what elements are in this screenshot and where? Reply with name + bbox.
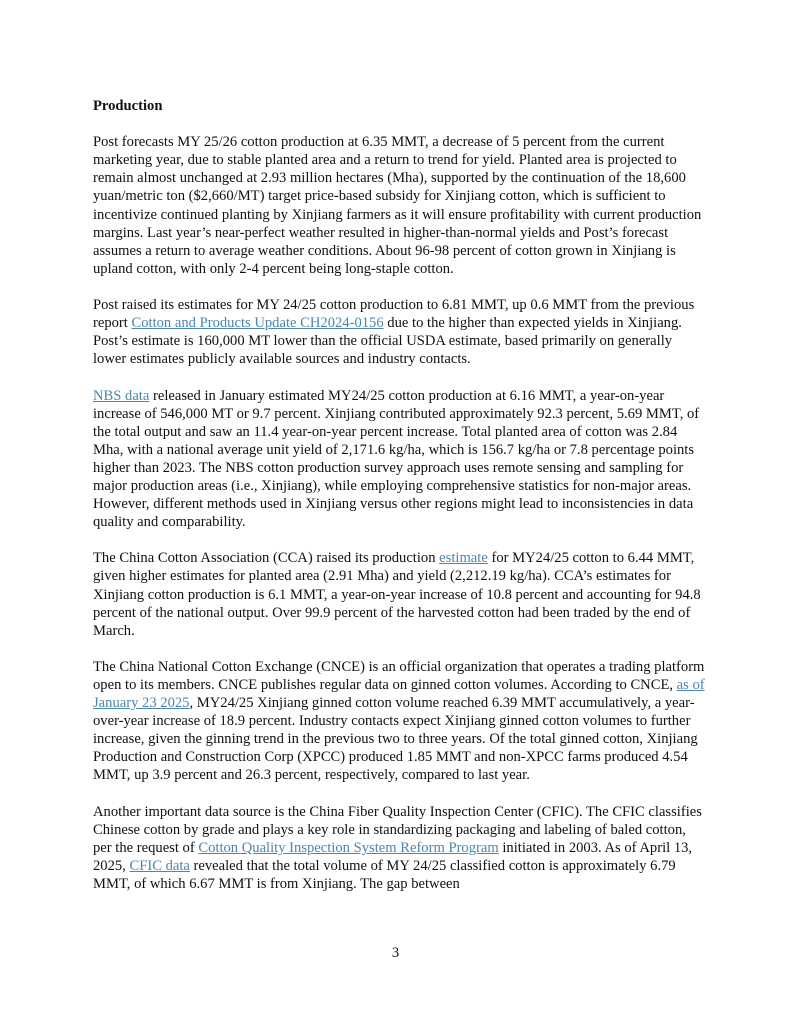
link-cfic-data[interactable]: CFIC data [129, 857, 190, 874]
link-cotton-products-update[interactable]: Cotton and Products Update CH2024-0156 [131, 315, 384, 332]
paragraph-cnce [93, 658, 705, 785]
paragraph-text: Post forecasts MY 25/26 cotton production at 6.35 MMT, a decrease of 5 percent from the current marketing year, due to stable planted area and a return to trend for yield. Planted area is projected to remain almost unchanged at 2.93 million hectares (Mha), supported by the continuation of the 18,600 yuan/metric ton ($2,660/MT) target price-based subsidy for Xinjiang cotton, which is sufficient to incentivize continued planting by Xinjiang farmers as it will ensure profitability with current production margins. Last year’s near-perfect weather resulted in higher-than-normal yields and Post’s forecast assumes a return to average weather conditions. About 96-98 percent of cotton grown in Xinjiang is upland cotton, with only 2-4 percent being long-staple cotton. [93, 134, 702, 277]
paragraph-cca-estimate [93, 549, 705, 639]
paragraph-post-estimates [93, 296, 705, 368]
paragraph-text: revealed that the total volume of MY 24/25 classified cotton is approximately 6.79 MMT, of which 6.67 MMT is from Xinjiang. The gap between [93, 857, 676, 893]
paragraph-text: due to the higher than expected yields in Xinjiang. Post’s estimate is 160,000 MT lower than the official USDA estimate, based primarily on generally lower estimates publicly available sources and industry contacts. [93, 315, 682, 368]
paragraph-text: for MY24/25 cotton to 6.44 MMT, given higher estimates for planted area (2.91 Mha) and yield (2,212.19 kg/ha). CCA’s estimates for Xinjiang cotton production is 6.1 MMT, a year-on-year increase of 10.8 percent and accounting for 94.8 percent of the national output. Over 99.9 percent of the harvested cotton had been traded by the end of March. [93, 550, 701, 639]
paragraph-text: initiated in 2003. As of April 13, 2025, [93, 839, 693, 874]
section-heading-production: Production [93, 98, 163, 114]
paragraph-text: Post raised its estimates for MY 24/25 cotton production to 6.81 MMT, up 0.6 MMT from the previous report [93, 297, 695, 332]
paragraph-text: The China Cotton Association (CCA) raised its production [93, 550, 440, 567]
link-nbs-data[interactable]: NBS data [93, 387, 150, 404]
link-cca-estimate[interactable]: estimate [439, 550, 488, 567]
link-cotton-quality-reform-program[interactable]: Cotton Quality Inspection System Reform Program [198, 839, 499, 856]
paragraph-text: Another important data source is the China Fiber Quality Inspection Center (CFIC). The CFIC classifies Chinese cotton by grade and plays a key role in standardizing packaging and labeling of baled cotton, per the request of [93, 803, 702, 856]
paragraph-text: , MY24/25 Xinjiang ginned cotton volume reached 6.39 MMT accumulatively, a year-over-year increase of 18.9 percent. Industry contacts expect Xinjiang ginned cotton volumes to further increase, given the ginning trend in the previous two to three years. Of the total ginned cotton, Xinjiang Production and Construction Corp (XPCC) produced 1.85 MMT and non-XPCC farms produced 4.54 MMT, up 3.9 percent and 26.3 percent, respectively, compared to last year. [93, 695, 698, 784]
paragraph-cfic [93, 803, 705, 893]
page-content [93, 97, 705, 911]
paragraph-nbs-data [93, 387, 705, 532]
paragraph-post-forecast [93, 133, 705, 278]
paragraph-text: The China National Cotton Exchange (CNCE) is an official organization that operates a trading platform open to its members. CNCE publishes regular data on ginned cotton volumes. According to CNCE, [93, 658, 705, 693]
page-number: 3 [391, 945, 400, 961]
link-cnce-january-2025[interactable]: as of January 23 2025 [93, 677, 705, 712]
paragraph-text: released in January estimated MY24/25 cotton production at 6.16 MMT, a year-on-year increase of 546,000 MT or 9.7 percent. Xinjiang contributed approximately 92.3 percent, 5.69 MMT, of the total output and saw an 11.4 year-on-year percent increase. Total planted area of cotton was 2.84 Mha, with a national average unit yield of 2,171.6 kg/ha, which is 156.7 kg/ha or 7.8 percentage points higher than 2023. The NBS cotton production survey approach uses remote sensing and sampling for major production areas (i.e., Xinjiang), while employing comprehensive statistics for non-major areas. However, different methods used in Xinjiang versus other regions might lead to inconsistencies in data quality and comparability. [93, 387, 700, 531]
